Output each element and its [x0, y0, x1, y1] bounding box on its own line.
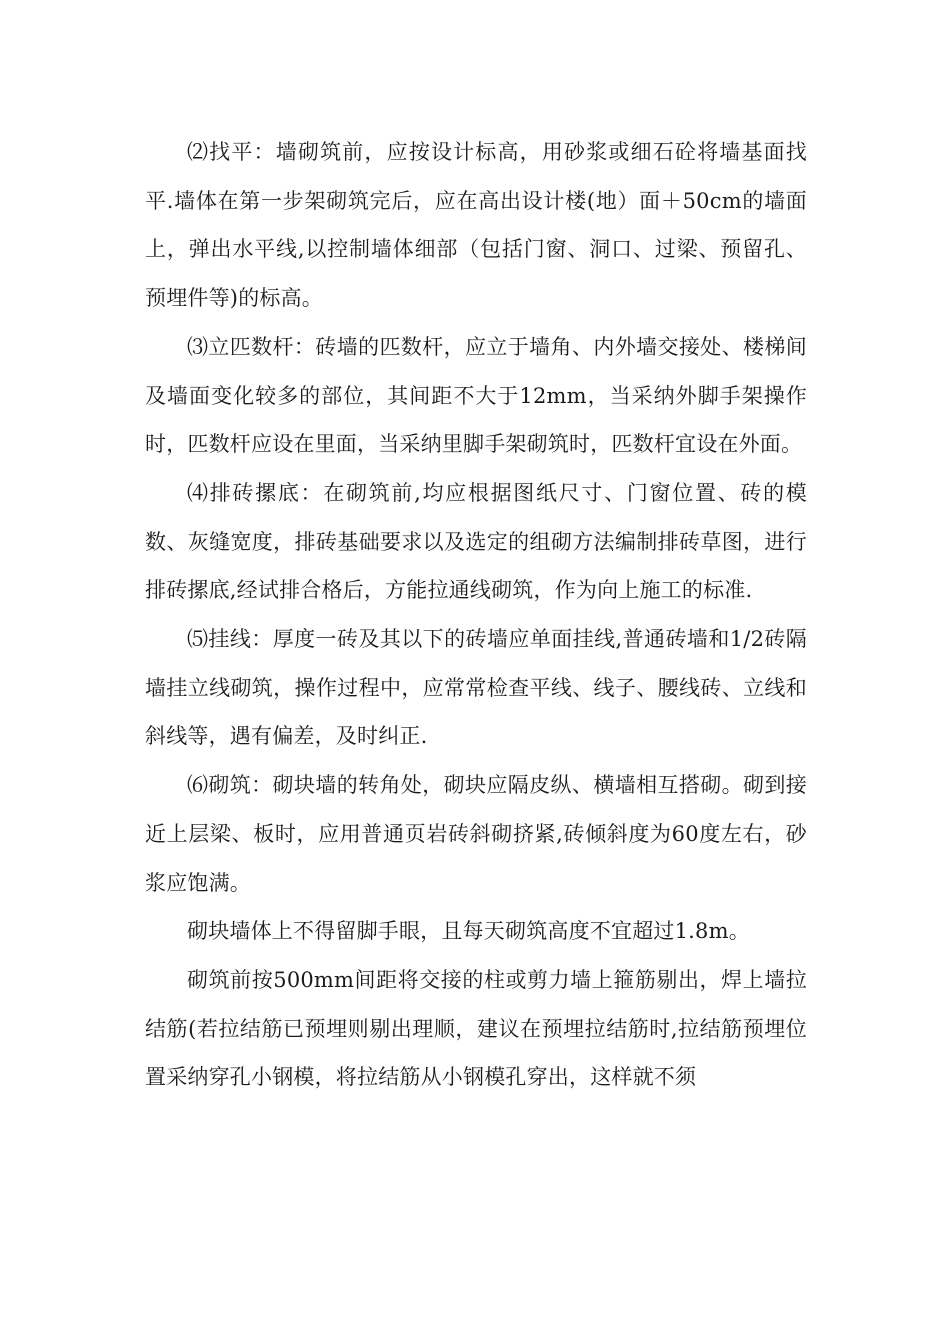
- paragraph-masonry: ⑹砌筑：砌块墙的转角处，砌块应隔皮纵、横墙相互搭砌。砌到接近上层梁、板时，应用普通页岩砖斜砌挤紧,砖倾斜度为60度左右，砂浆应饱满。: [145, 773, 807, 895]
- paragraph-scaffold-holes: 砌块墙体上不得留脚手眼，且每天砌筑高度不宜超过1.8m。: [187, 919, 750, 944]
- paragraph-course-pole: ⑶立匹数杆：砖墙的匹数杆，应立于墙角、内外墙交接处、楼梯间及墙面变化较多的部位，其间距不大于12mm，当采纳外脚手架操作时，匹数杆应设在里面，当采纳里脚手架砌筑时，匹数杆宜设在外面。: [145, 334, 807, 457]
- paragraph-brick-layout: ⑷排砖摞底：在砌筑前,均应根据图纸尺寸、门窗位置、砖的模数、灰缝宽度，排砖基础要求以及选定的组砌方法编制排砖草图，进行排砖摞底,经试排合格后，方能拉通线砌筑，作为向上施工的标准.: [145, 480, 807, 603]
- document-body: [145, 128, 807, 1102]
- paragraph-tie-bars: 砌筑前按500mm间距将交接的柱或剪力墙上箍筋剔出，焊上墙拉结筋(若拉结筋已预埋则剔出理顺，建议在预埋拉结筋时,拉结筋预埋位置采纳穿孔小钢模，将拉结筋从小钢模孔穿出，这样就不须: [145, 967, 807, 1090]
- paragraph-stringline: ⑸挂线：厚度一砖及其以下的砖墙应单面挂线,普通砖墙和1/2砖隔墙挂立线砌筑，操作过程中，应常常检查平线、线子、腰线砖、立线和斜线等，遇有偏差，及时纠正.: [145, 627, 807, 749]
- paragraph-leveling: ⑵找平：墙砌筑前，应按设计标高，用砂浆或细石砼将墙基面找平.墙体在第一步架砌筑完后，应在高出设计楼(地）面＋50cm的墙面上，弹出水平线,以控制墙体细部（包括门窗、洞口、过梁、预留孔、预埋件等)的标高。: [145, 140, 807, 311]
